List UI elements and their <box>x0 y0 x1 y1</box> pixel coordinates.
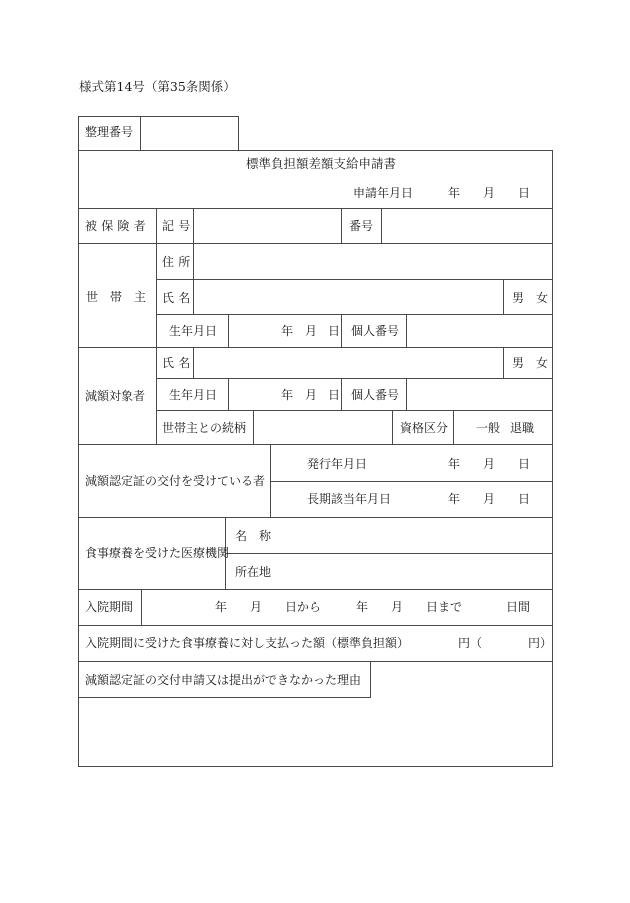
reason-textarea[interactable] <box>80 699 551 765</box>
certificate-long-term-year: 年 <box>448 492 461 506</box>
reduced-qualification-ippan[interactable]: 一般 <box>476 421 501 435</box>
householder-birth-month: 月 <box>305 324 318 338</box>
institution-name-input[interactable] <box>290 519 550 551</box>
institution-location-label: 所在地 <box>235 565 272 579</box>
application-year: 年 <box>448 186 461 200</box>
certificate-long-term-label: 長期該当年月日 <box>307 492 392 506</box>
reduced-name-input[interactable] <box>195 349 501 376</box>
reduced-name-label: 氏名 <box>162 356 195 370</box>
form-title: 標準負担額差額支給申請書 <box>246 156 397 171</box>
institution-label: 食事療養を受けた医療機関 <box>85 546 230 560</box>
reduced-individual-no-input[interactable] <box>408 380 550 408</box>
householder-individual-no-input[interactable] <box>408 316 550 345</box>
institution-name-label: 名 称 <box>235 529 272 543</box>
householder-name-input[interactable] <box>195 281 501 312</box>
application-month: 月 <box>483 186 496 200</box>
payment-yen: 円（ <box>458 636 483 650</box>
reduced-individual-no-label: 個人番号 <box>351 388 400 402</box>
reduced-birth-year: 年 <box>281 388 294 402</box>
application-date-label: 申請年月日 <box>353 186 414 200</box>
householder-birth-day: 日 <box>328 324 341 338</box>
hospitalization-label: 入院期間 <box>85 600 134 614</box>
insured-kigo-label: 記号 <box>162 219 195 233</box>
seiri-label: 整理番号 <box>85 125 134 139</box>
hospitalization-from-year: 年 <box>215 600 228 614</box>
householder-label: 世 帯 主 <box>86 290 147 304</box>
hospitalization-from-day: 日から <box>285 600 322 614</box>
reduced-relation-label: 世帯主との続柄 <box>162 421 247 435</box>
certificate-long-term-day: 日 <box>518 492 531 506</box>
reduced-sex-female[interactable]: 女 <box>536 356 549 370</box>
insured-bango-label: 番号 <box>349 219 374 233</box>
householder-address-label: 住所 <box>162 255 195 269</box>
reduced-birth-day: 日 <box>328 388 341 402</box>
form-number: 様式第14号（第35条関係） <box>79 79 236 94</box>
householder-name-label: 氏名 <box>162 291 195 305</box>
householder-address-input[interactable] <box>195 245 550 277</box>
hospitalization-to-day: 日まで <box>426 600 463 614</box>
reduced-qualification-taishoku[interactable]: 退職 <box>510 421 535 435</box>
reduced-birth-label: 生年月日 <box>169 388 218 402</box>
seiri-input[interactable] <box>142 118 236 148</box>
application-day: 日 <box>518 186 531 200</box>
certificate-long-term-month: 月 <box>483 492 496 506</box>
certificate-issue-year: 年 <box>448 457 461 471</box>
reduced-relation-input[interactable] <box>255 412 390 442</box>
householder-birth-label: 生年月日 <box>169 324 218 338</box>
hospitalization-to-year: 年 <box>356 600 369 614</box>
payment-yen-close: 円） <box>528 636 553 650</box>
householder-individual-no-label: 個人番号 <box>351 324 400 338</box>
insured-bango-input[interactable] <box>383 210 550 241</box>
certificate-issue-month: 月 <box>483 457 496 471</box>
institution-location-input[interactable] <box>290 555 550 587</box>
payment-label: 入院期間に受けた食事療養に対し支払った額（標準負担額） <box>85 636 410 650</box>
hospitalization-to-month: 月 <box>391 600 404 614</box>
householder-birth-year: 年 <box>281 324 294 338</box>
insured-kigo-input[interactable] <box>195 210 339 241</box>
certificate-issue-day: 日 <box>518 457 531 471</box>
householder-sex-female[interactable]: 女 <box>536 291 549 305</box>
hospitalization-days: 日間 <box>506 600 531 614</box>
insured-label: 被保険者 <box>85 219 150 233</box>
reduced-sex-male[interactable]: 男 <box>512 356 525 370</box>
certificate-label: 減額認定証の交付を受けている者 <box>85 474 266 488</box>
hospitalization-from-month: 月 <box>250 600 263 614</box>
reason-label: 減額認定証の交付申請又は提出ができなかった理由 <box>85 673 362 687</box>
certificate-issue-date-label: 発行年月日 <box>307 457 368 471</box>
reduced-birth-month: 月 <box>305 388 318 402</box>
householder-sex-male[interactable]: 男 <box>512 291 525 305</box>
reduced-qualification-label: 資格区分 <box>400 421 449 435</box>
reduced-label: 減額対象者 <box>85 389 146 403</box>
